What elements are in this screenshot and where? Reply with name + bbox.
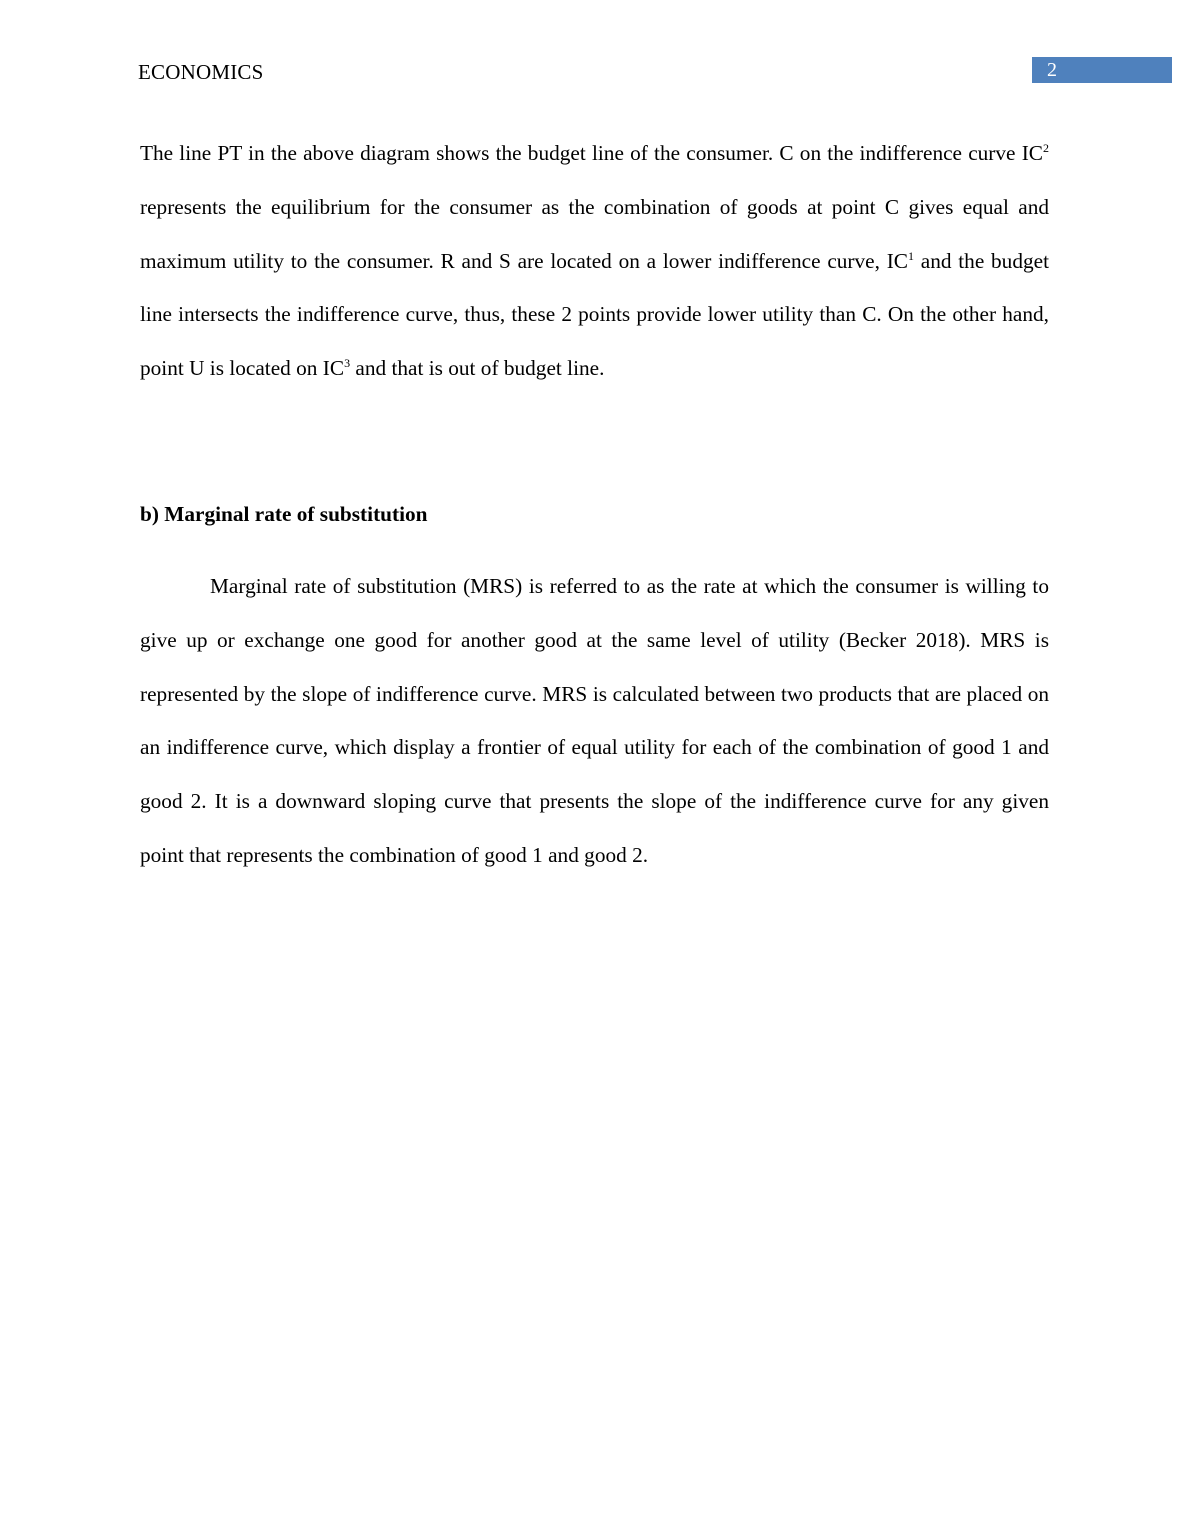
- superscript: 1: [908, 248, 914, 263]
- superscript: 2: [1043, 141, 1049, 155]
- section-heading: b) Marginal rate of substitution: [140, 502, 428, 526]
- superscript: 3: [344, 356, 351, 371]
- paragraph-budget-line: [140, 127, 1049, 396]
- paragraph-text-segment: The line PT in the above diagram shows the budget line of the consumer. C on the indifference curve IC: [140, 141, 1043, 165]
- paragraph-text-segment: represents the equilibrium for the consumer as the combination of goods at point C gives equal and maximum utility to the consumer. R and S are located on a lower indifference curve, IC: [140, 194, 1049, 273]
- paragraph-text-segment: and that is out of budget line.: [350, 356, 605, 381]
- running-head: ECONOMICS: [138, 60, 264, 84]
- page-number-box: [1032, 57, 1172, 83]
- paragraph-mrs: Marginal rate of substitution (MRS) is referred to as the rate at which the consumer is willing to give up or exchange one good for another good at the same level of utility (Becker 2018). MRS is represented by the slope of indifference curve. MRS is calculated between two products that are placed on an indifference curve, which display a frontier of equal utility for each of the combination of good 1 and good 2. It is a downward sloping curve that presents the slope of the indifference curve for any given point that represents the combination of good 1 and good 2.: [140, 574, 1049, 867]
- page-number: 2: [1047, 59, 1057, 81]
- paragraph-text-segment: and the budget line intersects the indifference curve, thus, these 2 points provide lower utility than C. On the other hand, point U is located on IC: [140, 248, 1049, 381]
